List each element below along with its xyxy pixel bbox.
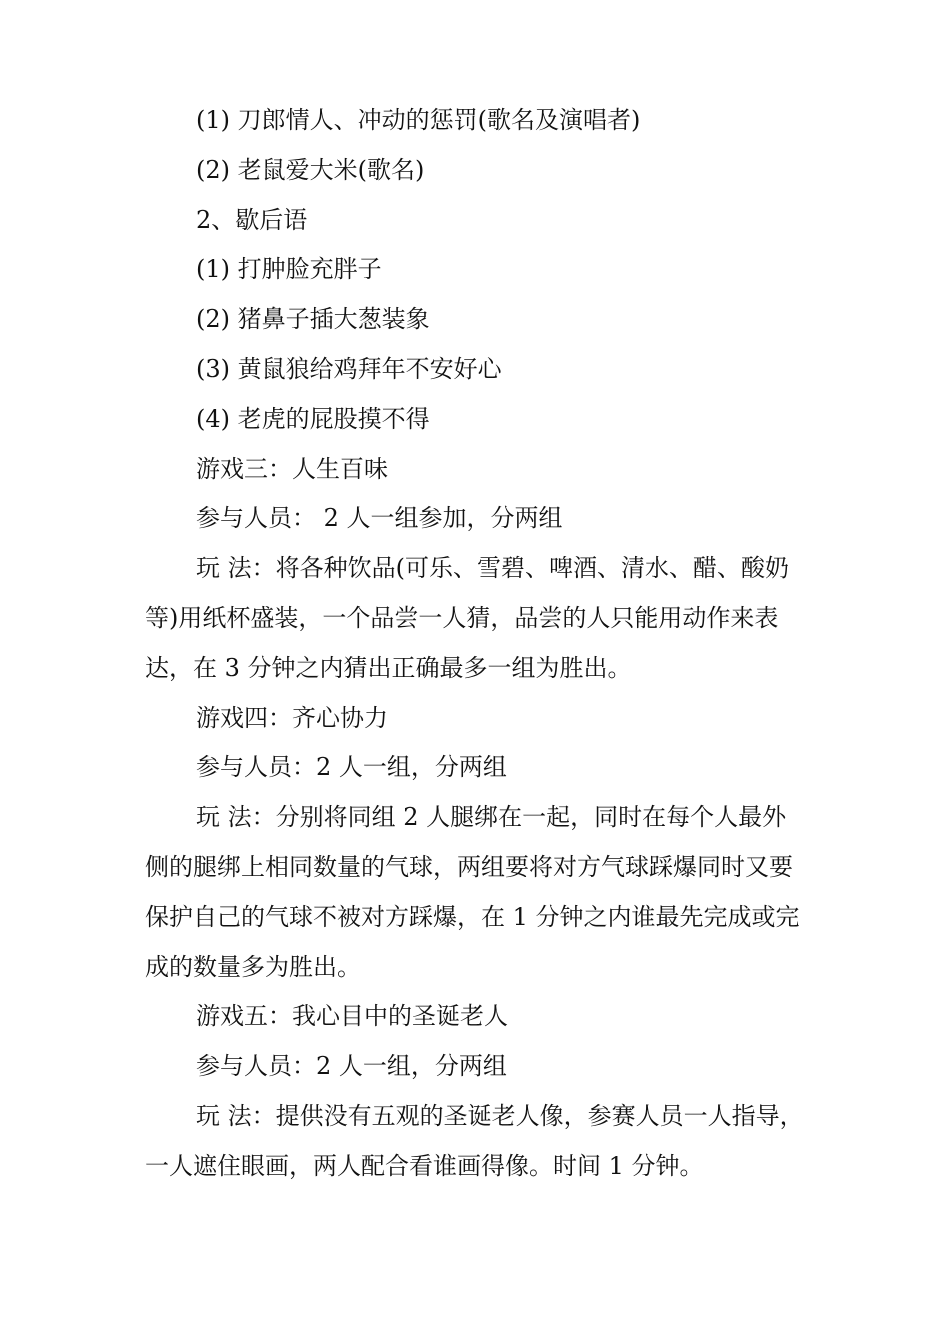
list-item-xiehouyu-4: (4) 老虎的屁股摸不得 [196, 404, 430, 433]
list-item-song-2: (2) 老鼠爱大米(歌名) [196, 155, 425, 184]
game-five-participants: 参与人员：2 人一组，分两组 [196, 1052, 507, 1081]
game-four-title: 游戏四：齐心协力 [196, 703, 388, 732]
game-three-rules: 玩 法：将各种饮品(可乐、雪碧、啤酒、清水、醋、酸奶等)用纸杯盛装，一个品尝一人猜，品尝的人只能用动作来表达，在 3 分钟之内猜出正确最多一组为胜出。 [145, 554, 789, 682]
document-body [145, 96, 810, 1192]
game-five-title: 游戏五：我心目中的圣诞老人 [196, 1002, 508, 1031]
game-four-rules: 玩 法：分别将同组 2 人腿绑在一起，同时在每个人最外侧的腿绑上相同数量的气球，两组要将对方气球踩爆同时又要保护自己的气球不被对方踩爆，在 1 分钟之内谁最先完成或完成的数量多为胜出。 [145, 803, 800, 981]
list-item-xiehouyu-1: (1) 打肿脸充胖子 [196, 255, 382, 284]
list-item-xiehouyu-2: (2) 猪鼻子插大葱装象 [196, 305, 430, 334]
list-item-xiehouyu-3: (3) 黄鼠狼给鸡拜年不安好心 [196, 354, 502, 383]
game-five-rules: 玩 法：提供没有五观的圣诞老人像，参赛人员一人指导，一人遮住眼画，两人配合看谁画得像。时间 1 分钟。 [145, 1101, 804, 1180]
list-item-song-1: (1) 刀郎情人、冲动的惩罚(歌名及演唱者) [196, 106, 641, 134]
game-three-participants: 参与人员： 2 人一组参加，分两组 [196, 504, 563, 533]
section-heading-xiehouyu: 2、歇后语 [196, 205, 308, 234]
game-four-participants: 参与人员：2 人一组，分两组 [196, 753, 507, 782]
game-three-title: 游戏三：人生百味 [196, 454, 388, 483]
